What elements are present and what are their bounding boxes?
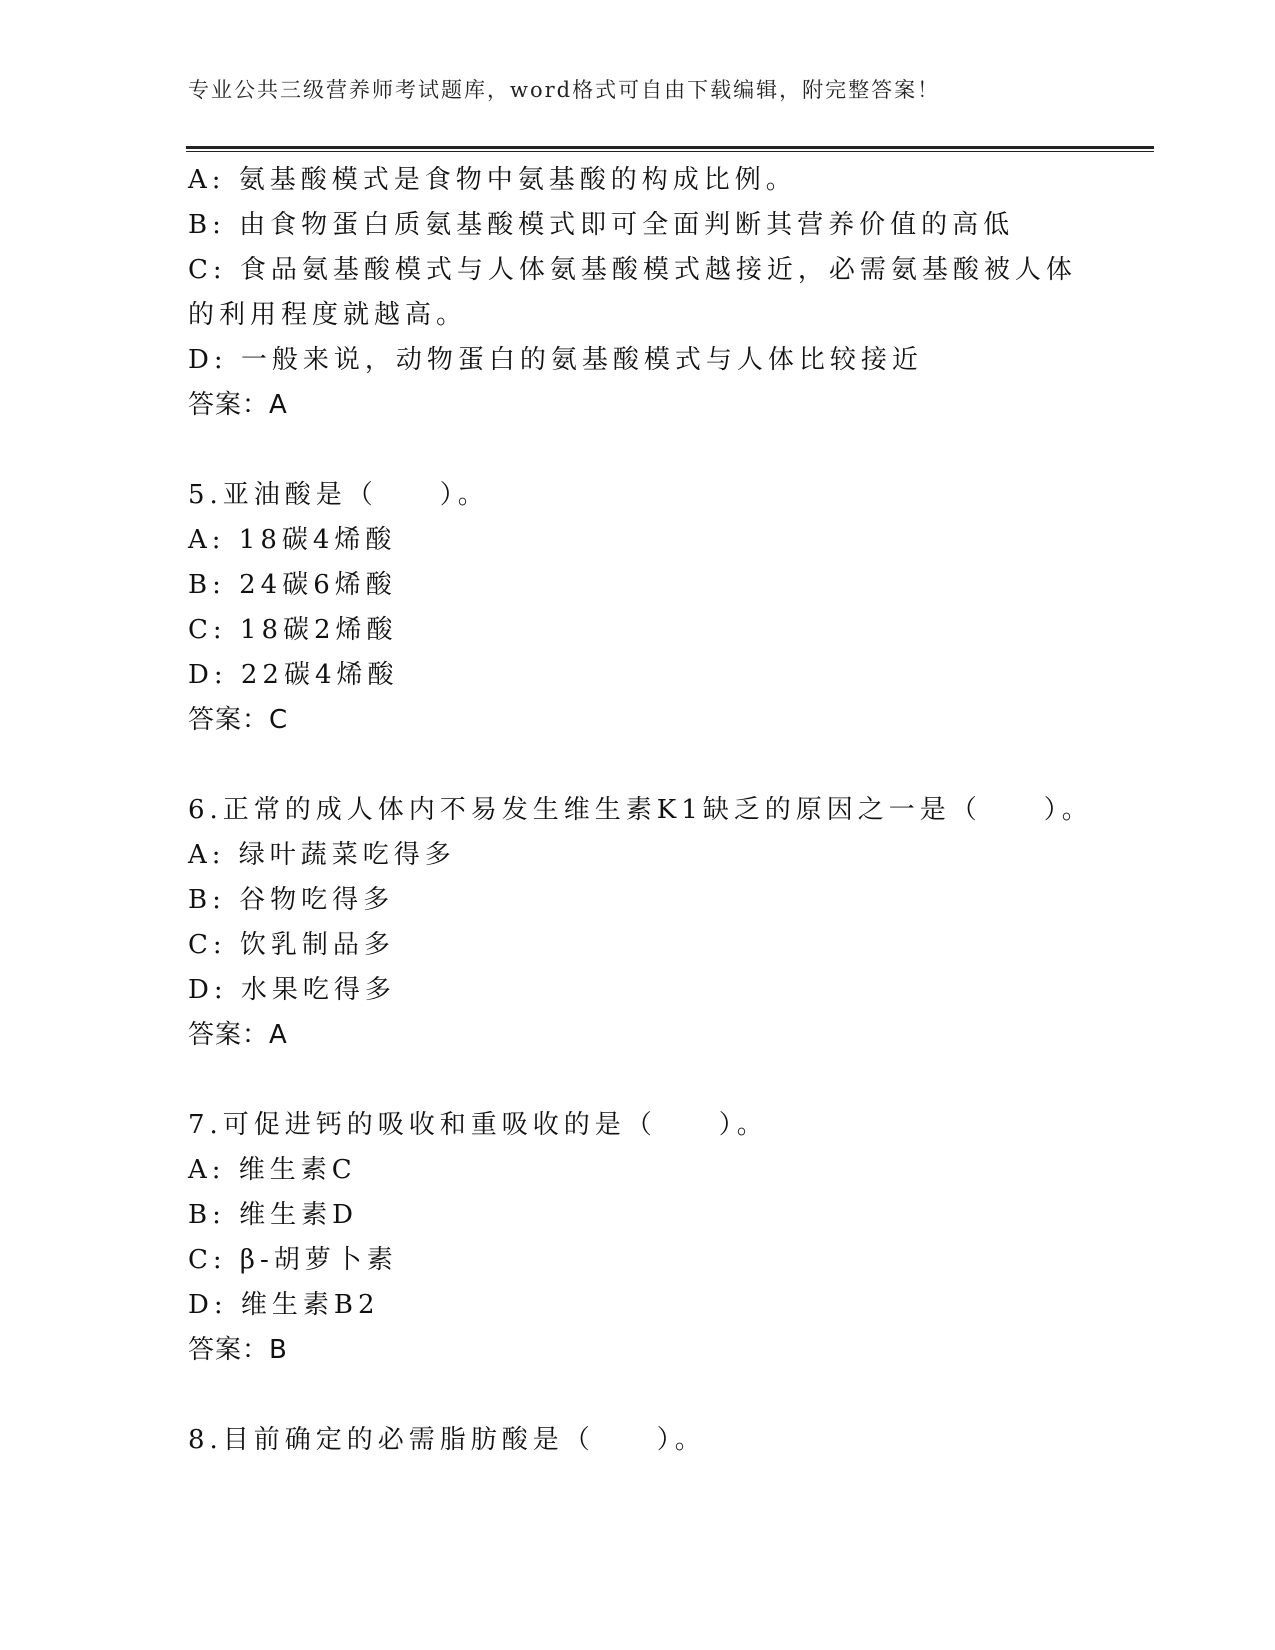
q7-stem: 7.可促进钙的吸收和重吸收的是（ ）。 bbox=[188, 1110, 768, 1140]
q5-answer: 答案：C bbox=[188, 705, 289, 735]
q6-option-a: A: 绿叶蔬菜吃得多 bbox=[188, 840, 456, 870]
q6-stem: 6.正常的成人体内不易发生维生素K1缺乏的原因之一是（ ）。 bbox=[188, 795, 1093, 825]
q7-answer: 答案：B bbox=[188, 1335, 288, 1365]
q6-option-b: B: 谷物吃得多 bbox=[188, 885, 395, 915]
q5-option-a: A: 18碳4烯酸 bbox=[188, 525, 397, 555]
q5-option-c: C: 18碳2烯酸 bbox=[188, 615, 398, 645]
q6-answer: 答案：A bbox=[188, 1020, 288, 1050]
q7-option-c: C: β-胡萝卜素 bbox=[188, 1245, 398, 1275]
q8-stem: 8.目前确定的必需脂肪酸是（ ）。 bbox=[188, 1425, 706, 1455]
page-header: 专业公共三级营养师考试题库，word格式可自由下载编辑，附完整答案！ bbox=[188, 78, 941, 102]
q7-option-b: B: 维生素D bbox=[188, 1200, 358, 1230]
q4-answer: 答案：A bbox=[188, 390, 288, 420]
header-rule-thin bbox=[186, 151, 1154, 152]
q6-option-c: C: 饮乳制品多 bbox=[188, 930, 395, 960]
q4-option-a: A: 氨基酸模式是食物中氨基酸的构成比例。 bbox=[188, 165, 797, 195]
q4-option-c: C: 食品氨基酸模式与人体氨基酸模式越接近，必需氨基酸被人体的利用程度就越高。 bbox=[188, 255, 1077, 330]
q6-option-d: D: 水果吃得多 bbox=[188, 975, 396, 1005]
q7-option-a: A: 维生素C bbox=[188, 1155, 357, 1185]
header-rule-thick bbox=[186, 146, 1154, 149]
q4-option-b: B: 由食物蛋白质氨基酸模式即可全面判断其营养价值的高低 bbox=[188, 210, 1015, 240]
question-content bbox=[188, 158, 1093, 1463]
q5-option-b: B: 24碳6烯酸 bbox=[188, 570, 397, 600]
q5-option-d: D: 22碳4烯酸 bbox=[188, 660, 399, 690]
q7-option-d: D: 维生素B2 bbox=[188, 1290, 380, 1320]
q4-option-d: D: 一般来说，动物蛋白的氨基酸模式与人体比较接近 bbox=[188, 345, 923, 375]
q5-stem: 5.亚油酸是（ ）。 bbox=[188, 480, 489, 510]
